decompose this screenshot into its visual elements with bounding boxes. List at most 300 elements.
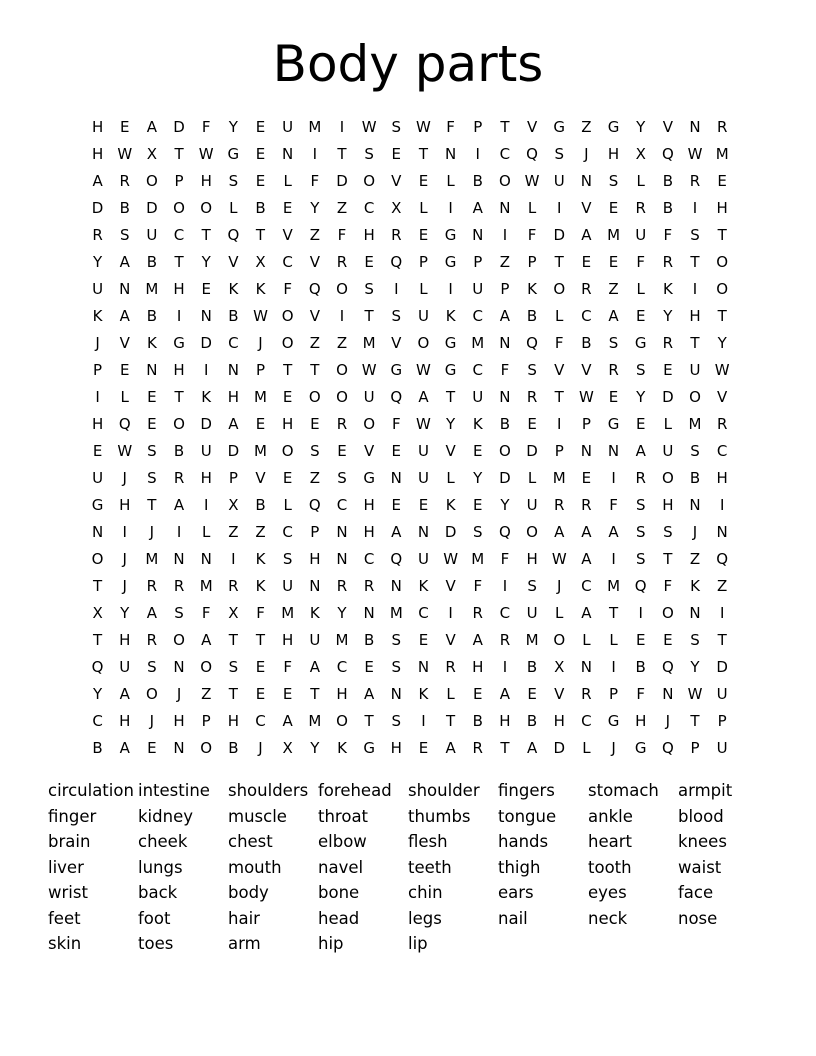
- word-row: [48, 855, 778, 881]
- grid-letter: N: [173, 549, 185, 568]
- grid-letter: O: [91, 549, 104, 568]
- word-item: back: [138, 883, 178, 903]
- grid-letter: I: [502, 576, 508, 595]
- grid-letter: L: [419, 279, 428, 298]
- grid-letter: N: [580, 171, 592, 190]
- grid-letter: W: [253, 306, 268, 325]
- grid-letter: C: [418, 603, 429, 622]
- word-item: skin: [48, 934, 82, 954]
- grid-letter: S: [147, 657, 157, 676]
- grid-letter: L: [283, 495, 292, 514]
- grid-letter: T: [174, 144, 184, 163]
- grid-row: [84, 491, 736, 518]
- grid-letter: B: [526, 306, 538, 325]
- grid-letter: D: [336, 171, 348, 190]
- grid-letter: R: [554, 495, 565, 514]
- grid-letter: E: [282, 198, 293, 217]
- grid-row: [84, 302, 736, 329]
- word-item: muscle: [228, 806, 287, 826]
- grid-letter: S: [228, 171, 239, 190]
- grid-row: [84, 518, 736, 545]
- grid-letter: T: [663, 549, 673, 568]
- grid-letter: S: [527, 576, 537, 595]
- word-item: lip: [408, 934, 428, 954]
- grid-letter: F: [554, 333, 564, 352]
- grid-letter: V: [391, 333, 402, 352]
- grid-letter: X: [255, 252, 266, 271]
- grid-letter: X: [92, 603, 103, 622]
- grid-letter: Y: [500, 495, 510, 514]
- grid-letter: Q: [716, 549, 729, 568]
- grid-letter: S: [635, 549, 646, 568]
- grid-letter: T: [92, 576, 103, 595]
- grid-letter: V: [581, 360, 592, 379]
- grid-letter: E: [418, 738, 429, 757]
- grid-letter: N: [499, 333, 511, 352]
- grid-letter: W: [117, 144, 133, 163]
- grid-letter: E: [527, 684, 537, 703]
- grid-letter: B: [526, 711, 538, 730]
- grid-letter: W: [687, 144, 703, 163]
- word-item: nail: [498, 908, 528, 928]
- grid-letter: S: [391, 306, 402, 325]
- grid-letter: Z: [608, 279, 619, 298]
- grid-letter: M: [525, 630, 539, 649]
- grid-letter: P: [174, 171, 184, 190]
- grid-letter: W: [416, 117, 431, 136]
- grid-letter: G: [444, 252, 457, 271]
- grid-letter: X: [635, 144, 646, 163]
- grid-letter: X: [228, 495, 239, 514]
- grid-letter: T: [228, 630, 238, 649]
- grid-letter: H: [91, 414, 104, 433]
- grid-letter: W: [361, 360, 377, 379]
- grid-letter: R: [336, 252, 348, 271]
- grid-letter: O: [336, 387, 348, 406]
- grid-letter: U: [553, 171, 565, 190]
- grid-letter: J: [149, 522, 155, 541]
- grid-letter: T: [310, 360, 320, 379]
- grid-letter: N: [336, 549, 348, 568]
- grid-letter: U: [716, 684, 728, 703]
- grid-letter: M: [308, 711, 322, 730]
- grid-letter: B: [662, 198, 673, 217]
- grid-letter: H: [119, 495, 131, 514]
- grid-letter: N: [417, 522, 430, 541]
- grid-letter: S: [690, 225, 700, 244]
- word-item: head: [318, 908, 360, 928]
- grid-letter: Z: [201, 684, 212, 703]
- word-item: ears: [498, 883, 534, 903]
- grid-letter: A: [418, 387, 429, 406]
- grid-letter: E: [92, 441, 103, 460]
- grid-letter: E: [147, 387, 157, 406]
- grid-letter: T: [418, 144, 429, 163]
- grid-letter: Z: [255, 522, 266, 541]
- grid-letter: R: [716, 414, 728, 433]
- grid-letter: E: [418, 630, 429, 649]
- grid-letter: C: [336, 657, 348, 676]
- grid-letter: K: [418, 576, 429, 595]
- grid-letter: C: [363, 198, 375, 217]
- grid-letter: B: [689, 468, 701, 487]
- grid-row: [84, 275, 736, 302]
- grid-letter: F: [391, 414, 401, 433]
- grid-letter: I: [611, 657, 616, 676]
- grid-letter: A: [119, 738, 130, 757]
- grid-letter: E: [310, 414, 320, 433]
- grid-letter: L: [609, 630, 618, 649]
- grid-letter: S: [527, 360, 537, 379]
- grid-letter: G: [607, 711, 620, 730]
- grid-letter: M: [362, 333, 376, 352]
- grid-letter: N: [580, 441, 592, 460]
- grid-letter: A: [173, 495, 185, 514]
- grid-letter: S: [119, 225, 130, 244]
- grid-letter: D: [146, 198, 158, 217]
- grid-letter: G: [444, 360, 457, 379]
- grid-letter: E: [255, 657, 266, 676]
- grid-row: [84, 356, 736, 383]
- grid-letter: U: [417, 468, 429, 487]
- grid-letter: S: [608, 171, 619, 190]
- grid-letter: H: [363, 225, 375, 244]
- grid-letter: R: [581, 684, 592, 703]
- grid-letter: L: [582, 738, 591, 757]
- grid-letter: T: [554, 387, 564, 406]
- grid-letter: T: [446, 387, 456, 406]
- grid-letter: Z: [309, 468, 320, 487]
- grid-letter: K: [662, 279, 673, 298]
- grid-letter: E: [255, 171, 266, 190]
- grid-letter: G: [553, 117, 566, 136]
- grid-letter: U: [92, 279, 104, 298]
- grid-letter: U: [282, 117, 294, 136]
- grid-letter: S: [364, 279, 374, 298]
- word-item: eyes: [588, 883, 627, 903]
- grid-letter: R: [662, 333, 674, 352]
- grid-letter: T: [364, 306, 374, 325]
- grid-letter: O: [499, 171, 511, 190]
- grid-letter: E: [635, 306, 646, 325]
- grid-letter: D: [200, 333, 212, 352]
- word-row: [48, 906, 778, 932]
- grid-letter: G: [607, 117, 620, 136]
- grid-letter: E: [527, 414, 537, 433]
- grid-letter: H: [363, 495, 375, 514]
- grid-letter: P: [609, 684, 619, 703]
- grid-letter: L: [555, 306, 564, 325]
- grid-letter: I: [339, 117, 345, 136]
- grid-letter: S: [147, 441, 157, 460]
- word-item: armpit: [678, 781, 733, 801]
- grid-letter: S: [391, 117, 402, 136]
- grid-letter: T: [174, 252, 184, 271]
- grid-letter: M: [199, 576, 213, 595]
- grid-letter: T: [283, 360, 293, 379]
- word-item: nose: [678, 908, 718, 928]
- grid-letter: L: [527, 468, 537, 487]
- grid-letter: A: [472, 198, 483, 217]
- grid-letter: I: [339, 306, 345, 325]
- grid-letter: Y: [201, 252, 211, 271]
- grid-letter: N: [390, 684, 402, 703]
- grid-letter: Q: [390, 549, 403, 568]
- grid-letter: F: [283, 657, 292, 676]
- grid-letter: C: [228, 333, 239, 352]
- grid-letter: A: [391, 522, 402, 541]
- grid-letter: N: [689, 603, 701, 622]
- grid-letter: I: [312, 144, 318, 163]
- word-row: [48, 778, 778, 804]
- grid-letter: N: [607, 441, 620, 460]
- grid-letter: K: [337, 738, 347, 757]
- grid-letter: O: [553, 279, 566, 298]
- grid-letter: N: [282, 144, 294, 163]
- grid-letter: O: [336, 279, 348, 298]
- grid-letter: O: [336, 711, 348, 730]
- grid-letter: T: [255, 225, 266, 244]
- grid-letter: Q: [308, 495, 321, 514]
- grid-letter: O: [308, 387, 321, 406]
- grid-letter: P: [228, 468, 238, 487]
- grid-letter: P: [690, 738, 700, 757]
- grid-letter: H: [227, 711, 239, 730]
- grid-letter: S: [147, 468, 157, 487]
- grid-letter: M: [389, 603, 403, 622]
- grid-letter: C: [173, 225, 185, 244]
- grid-letter: R: [336, 414, 348, 433]
- grid-letter: R: [581, 279, 592, 298]
- grid-letter: E: [418, 495, 429, 514]
- grid-letter: B: [255, 495, 266, 514]
- grid-letter: R: [689, 171, 701, 190]
- grid-letter: K: [146, 333, 157, 352]
- grid-letter: W: [551, 549, 567, 568]
- grid-letter: T: [500, 738, 510, 757]
- grid-letter: I: [176, 522, 182, 541]
- word-list: [48, 778, 778, 957]
- grid-row: [84, 680, 736, 707]
- grid-letter: E: [608, 252, 619, 271]
- word-item: tooth: [588, 857, 632, 877]
- grid-letter: I: [448, 603, 453, 622]
- grid-letter: E: [255, 144, 266, 163]
- grid-letter: H: [173, 279, 185, 298]
- word-item: hip: [318, 934, 344, 954]
- grid-letter: P: [717, 711, 727, 730]
- grid-letter: Y: [310, 198, 320, 217]
- grid-letter: C: [499, 603, 511, 622]
- grid-letter: O: [145, 684, 158, 703]
- grid-letter: K: [309, 603, 320, 622]
- grid-row: [84, 221, 736, 248]
- grid-letter: X: [391, 198, 402, 217]
- grid-row: [84, 167, 736, 194]
- grid-letter: X: [554, 657, 565, 676]
- word-item: liver: [48, 857, 84, 877]
- grid-letter: H: [91, 117, 104, 136]
- grid-letter: I: [719, 495, 725, 514]
- grid-letter: M: [145, 549, 159, 568]
- grid-letter: M: [308, 117, 322, 136]
- grid-letter: L: [446, 171, 455, 190]
- grid-letter: P: [554, 441, 564, 460]
- grid-letter: I: [176, 306, 182, 325]
- grid-letter: N: [227, 360, 239, 379]
- grid-letter: B: [526, 657, 538, 676]
- grid-letter: B: [228, 306, 239, 325]
- grid-letter: N: [662, 684, 674, 703]
- grid-letter: A: [554, 522, 565, 541]
- grid-letter: A: [608, 306, 619, 325]
- grid-letter: T: [364, 711, 374, 730]
- grid-letter: W: [198, 144, 214, 163]
- grid-letter: F: [609, 495, 618, 514]
- word-item: stomach: [588, 781, 659, 801]
- grid-letter: P: [473, 117, 483, 136]
- grid-letter: H: [363, 522, 375, 541]
- grid-letter: E: [282, 684, 293, 703]
- word-item: thumbs: [408, 806, 471, 826]
- grid-letter: V: [717, 387, 728, 406]
- grid-letter: T: [690, 711, 700, 730]
- grid-letter: U: [635, 225, 647, 244]
- grid-letter: X: [282, 738, 293, 757]
- grid-letter: E: [663, 630, 673, 649]
- grid-letter: H: [309, 549, 321, 568]
- grid-letter: H: [227, 387, 239, 406]
- grid-letter: P: [500, 279, 510, 298]
- grid-letter: E: [473, 684, 483, 703]
- grid-letter: S: [282, 549, 293, 568]
- grid-letter: H: [716, 468, 728, 487]
- word-item: shoulder: [408, 781, 480, 801]
- word-item: knees: [678, 832, 727, 852]
- grid-letter: A: [581, 225, 592, 244]
- grid-letter: Z: [499, 252, 511, 271]
- grid-letter: O: [173, 630, 185, 649]
- grid-letter: V: [662, 117, 673, 136]
- grid-letter: Y: [690, 657, 700, 676]
- word-item: navel: [318, 857, 364, 877]
- grid-letter: S: [174, 603, 184, 622]
- grid-letter: I: [203, 495, 209, 514]
- grid-letter: Q: [634, 576, 647, 595]
- word-row: [48, 880, 778, 906]
- word-row: [48, 804, 778, 830]
- grid-letter: B: [581, 333, 592, 352]
- word-item: blood: [678, 806, 724, 826]
- word-item: hair: [228, 908, 260, 928]
- grid-letter: Y: [120, 603, 130, 622]
- grid-row: [84, 464, 736, 491]
- grid-letter: V: [526, 117, 538, 136]
- word-item: heart: [588, 832, 632, 852]
- grid-letter: Z: [309, 225, 320, 244]
- grid-letter: H: [635, 711, 647, 730]
- grid-letter: H: [200, 171, 212, 190]
- grid-letter: Q: [91, 657, 104, 676]
- grid-letter: P: [527, 252, 537, 271]
- word-item: face: [678, 883, 714, 903]
- grid-letter: E: [282, 468, 293, 487]
- grid-letter: V: [309, 252, 320, 271]
- grid-letter: F: [256, 603, 265, 622]
- grid-letter: Y: [446, 414, 456, 433]
- grid-row: [84, 383, 736, 410]
- grid-letter: V: [391, 171, 402, 190]
- grid-letter: R: [581, 495, 592, 514]
- grid-letter: U: [146, 225, 158, 244]
- grid-letter: S: [663, 522, 673, 541]
- grid-letter: L: [582, 630, 591, 649]
- grid-letter: I: [557, 198, 562, 217]
- grid-letter: N: [119, 279, 131, 298]
- grid-letter: W: [416, 360, 431, 379]
- grid-letter: A: [119, 252, 130, 271]
- grid-letter: J: [122, 549, 127, 568]
- grid-letter: L: [202, 522, 211, 541]
- grid-letter: Y: [92, 252, 103, 271]
- grid-letter: E: [608, 387, 619, 406]
- grid-letter: K: [92, 306, 103, 325]
- grid-letter: T: [717, 225, 727, 244]
- grid-letter: S: [690, 441, 700, 460]
- grid-letter: R: [608, 360, 619, 379]
- word-item: teeth: [408, 857, 452, 877]
- grid-letter: R: [635, 468, 646, 487]
- grid-letter: R: [472, 738, 483, 757]
- grid-letter: S: [473, 522, 483, 541]
- grid-letter: W: [117, 441, 133, 460]
- grid-letter: N: [499, 387, 511, 406]
- grid-letter: A: [119, 684, 130, 703]
- grid-letter: H: [173, 711, 185, 730]
- grid-letter: Y: [717, 333, 727, 352]
- grid-letter: N: [363, 603, 375, 622]
- grid-letter: Y: [337, 603, 347, 622]
- grid-letter: O: [281, 333, 294, 352]
- grid-letter: W: [416, 414, 431, 433]
- grid-letter: E: [337, 441, 347, 460]
- grid-letter: Q: [661, 657, 674, 676]
- grid-letter: E: [635, 630, 646, 649]
- grid-letter: Z: [717, 576, 728, 595]
- grid-letter: G: [363, 738, 375, 757]
- grid-letter: A: [499, 684, 511, 703]
- word-item: body: [228, 883, 269, 903]
- grid-letter: N: [390, 576, 402, 595]
- word-item: finger: [48, 806, 97, 826]
- grid-letter: T: [608, 603, 619, 622]
- grid-letter: S: [608, 333, 619, 352]
- grid-letter: F: [337, 225, 347, 244]
- grid-letter: C: [581, 576, 592, 595]
- grid-letter: V: [364, 441, 375, 460]
- grid-letter: E: [255, 414, 266, 433]
- grid-letter: C: [716, 441, 728, 460]
- word-item: chin: [408, 883, 443, 903]
- word-item: wrist: [48, 883, 88, 903]
- grid-letter: H: [91, 144, 104, 163]
- grid-letter: A: [499, 306, 511, 325]
- grid-letter: E: [473, 441, 483, 460]
- grid-letter: O: [526, 522, 538, 541]
- grid-letter: R: [336, 576, 348, 595]
- grid-letter: A: [364, 684, 375, 703]
- grid-letter: I: [638, 603, 643, 622]
